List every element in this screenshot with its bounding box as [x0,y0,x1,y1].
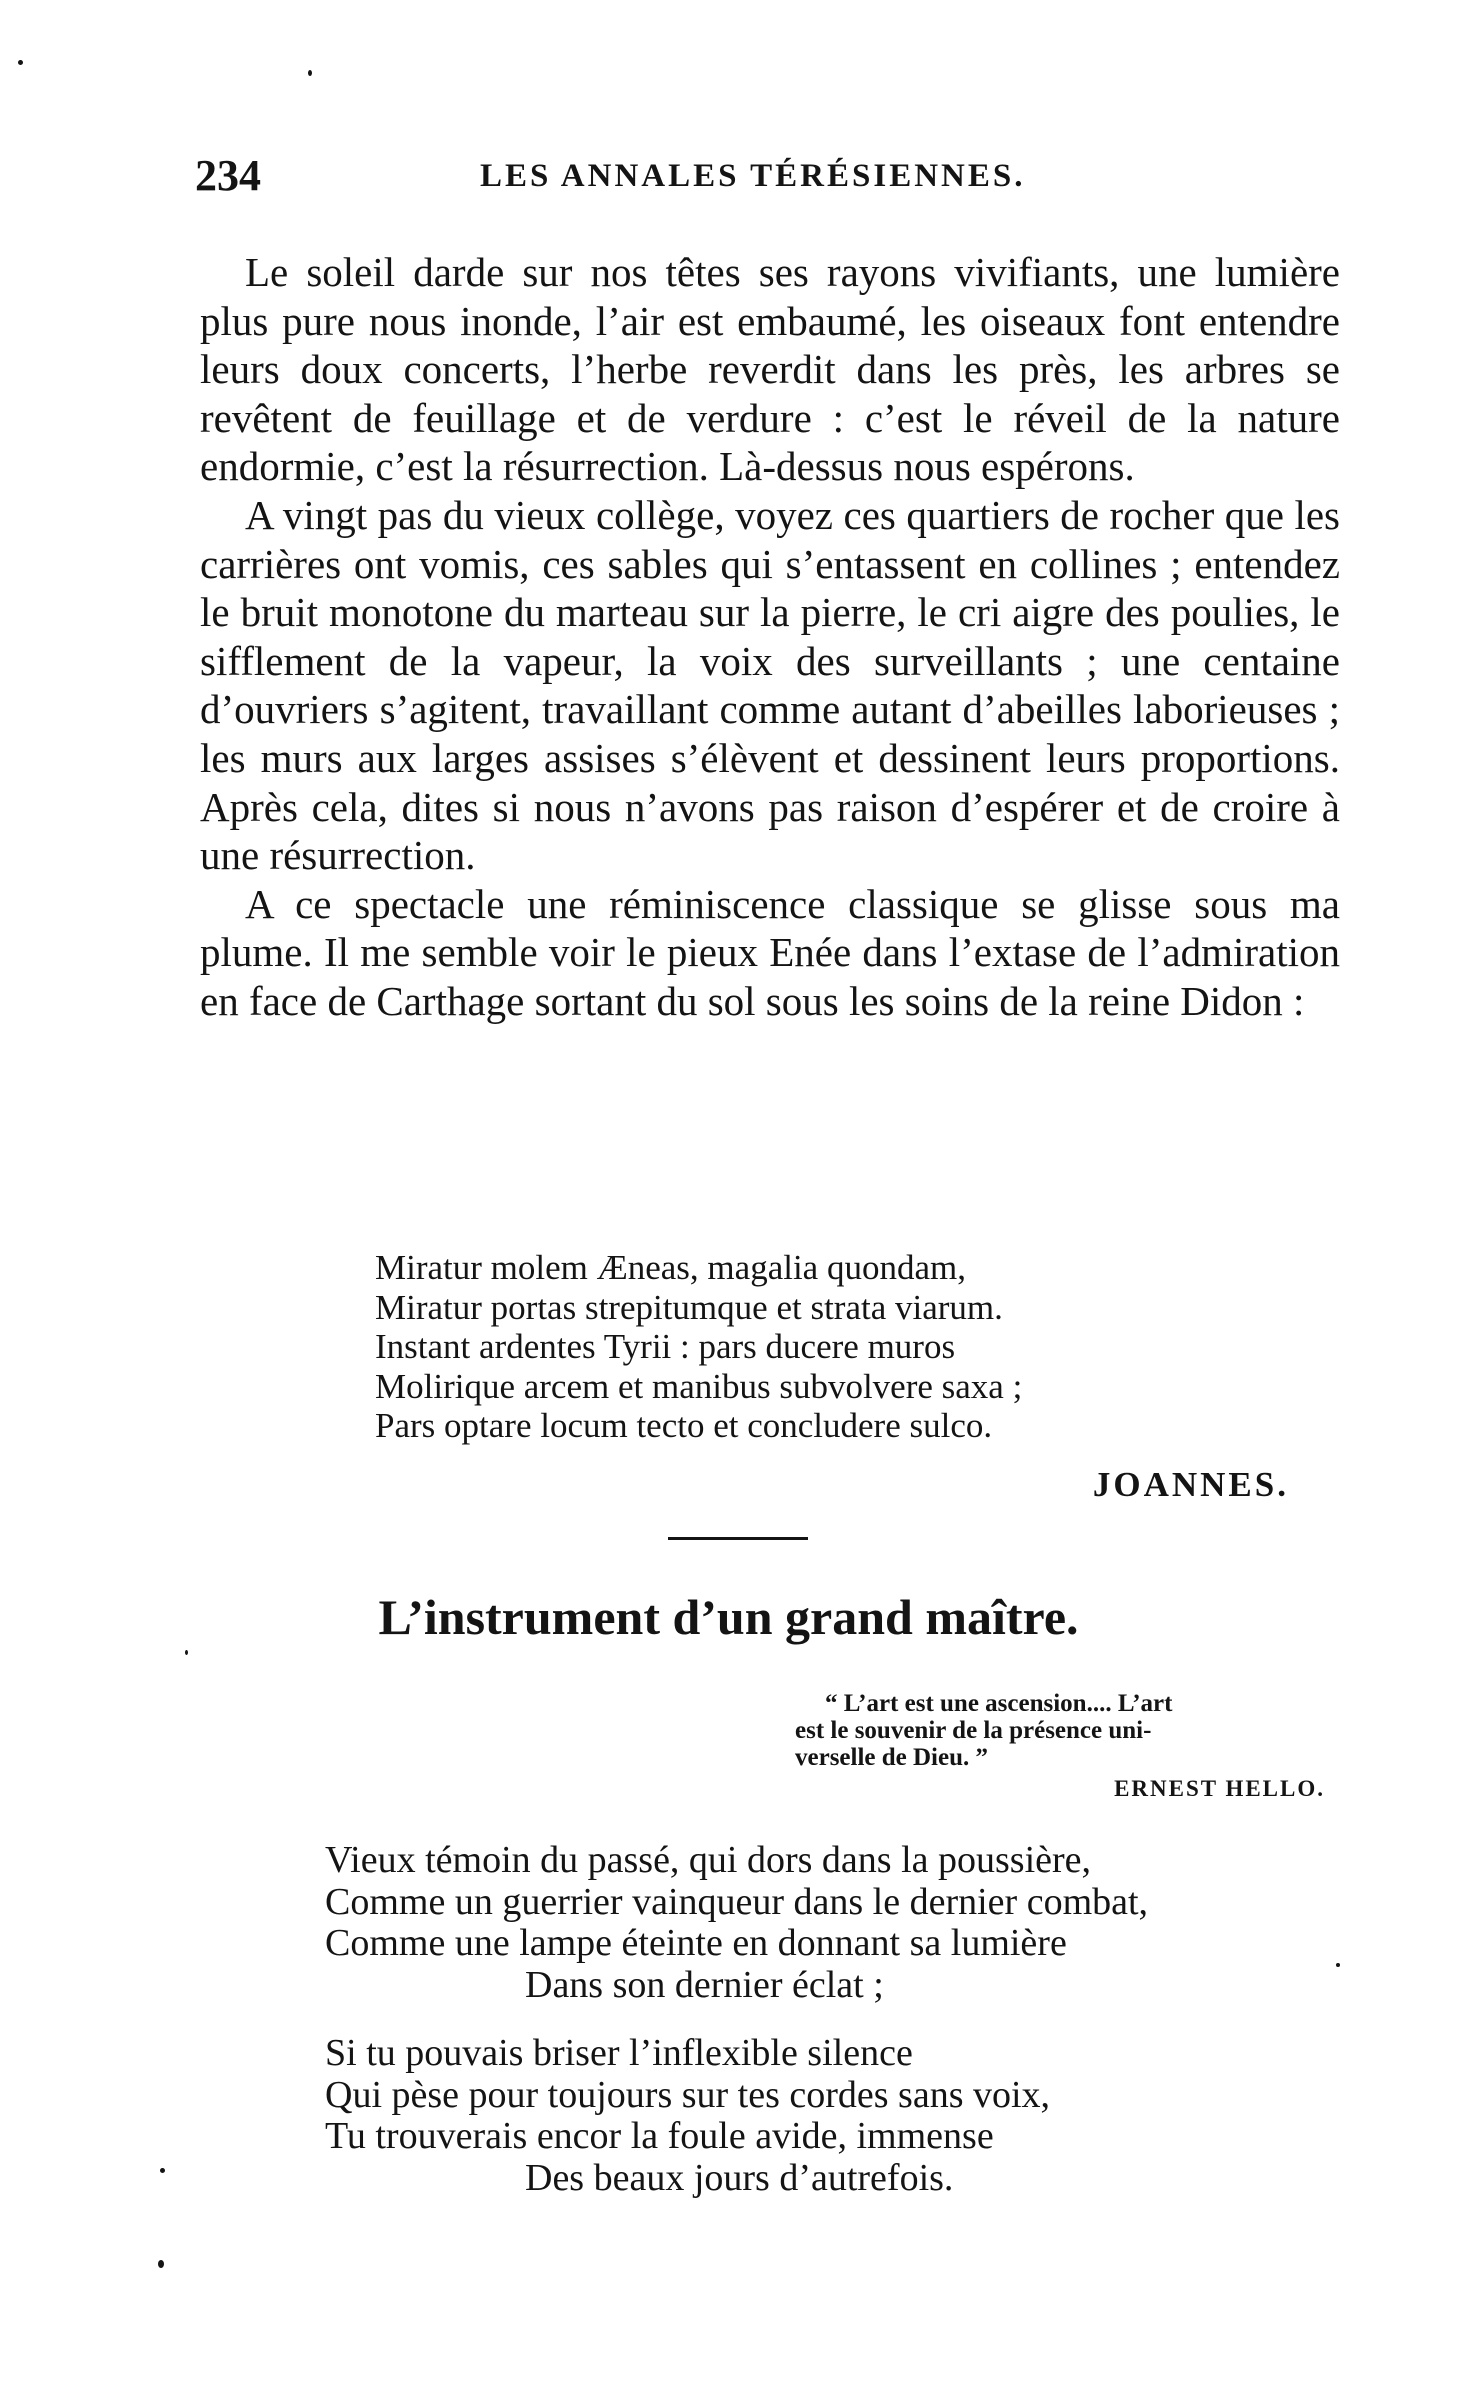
verse-line: Dans son dernier éclat ; [525,1963,884,2006]
latin-line: Miratur portas strepitumque et strata viarum. [375,1287,1003,1327]
scan-speck [158,2260,164,2268]
scan-speck [18,60,23,65]
verse-line: Si tu pouvais briser l’inflexible silence [325,2032,913,2074]
epigraph [795,1690,1325,1771]
epigraph-line: verselle de Dieu. ” [795,1744,989,1771]
latin-line: Miratur molem Æneas, magalia quondam, [375,1248,966,1287]
verse-stanza-1 [325,1840,1148,2006]
latin-line: Pars optare locum tecto et concludere sulco. [375,1406,993,1445]
scan-speck [308,70,312,76]
verse-line: Comme un guerrier vainqueur dans le dernier combat, [325,1880,1149,1923]
scan-speck [1336,1963,1340,1967]
running-head [195,150,1335,210]
verse-line: Tu trouverais encor la foule avide, immense [325,2115,994,2157]
paragraph-reminiscence: A ce spectacle une réminiscence classique se glisse sous ma plume. Il me semble voir le pieux Enée dans l’extase de l’admiration en face de Carthage sortant du sol sous les soins de la reine Didon : [200,880,1340,1024]
article-signature: JOANNES. [1092,1465,1289,1504]
verse-line: Comme une lampe éteinte en donnant sa lumière [325,1922,1067,1964]
latin-line: Instant ardentes Tyrii : pars ducere muros [375,1327,956,1366]
page-number: 234 [195,151,261,200]
section-title [0,1588,1477,1646]
verse-line: Des beaux jours d’autrefois. [525,2156,954,2199]
scan-speck [160,2168,165,2173]
epigraph-author: ERNEST HELLO. [1114,1776,1325,1801]
section-title-text: L’instrument d’un grand maître. [378,1589,1079,1645]
latin-line: Molirique arcem et manibus subvolvere saxa ; [375,1366,1023,1406]
latin-quotation [375,1248,1022,1446]
epigraph-line: est le souvenir de la présence uni- [795,1717,1152,1744]
running-title: LES ANNALES TÉRÉSIENNES. [480,158,1026,194]
section-divider [668,1537,808,1540]
verse-line: Vieux témoin du passé, qui dors dans la poussière, [325,1839,1092,1881]
epigraph-line: “ L’art est une ascension.... L’art [825,1690,1173,1717]
paragraph-construction: A vingt pas du vieux collège, voyez ces quartiers de rocher que les carrières ont vomis, ces sables qui s’entassent en collines ; entendez le bruit monotone du marteau sur la pierre, le cri aigre des poulies, le sifflement de la vapeur, la voix des surveillants ; une centaine d’ouvriers s’agitent, travaillant comme autant d’abeilles laborieuses ; les murs aux larges assises s’élèvent et dessinent leurs proportions. Après cela, dites si nous n’avons pas raison d’espérer et de croire à une résurrection. [200,491,1340,879]
paragraph-spring: Le soleil darde sur nos têtes ses rayons vivifiants, une lumière plus pure nous inonde, l’air est embaumé, les oiseaux font entendre leurs doux concerts, l’herbe reverdit dans les près, les arbres se revêtent de feuillage et de verdure : c’est le réveil de la nature endormie, c’est la résurrection. Là-dessus nous espérons. [200,249,1340,490]
verse-line: Qui pèse pour toujours sur tes cordes sans voix, [325,2073,1051,2116]
scan-speck [185,1650,188,1655]
prose-body [200,248,1340,1026]
verse-stanza-2 [325,2033,1050,2199]
